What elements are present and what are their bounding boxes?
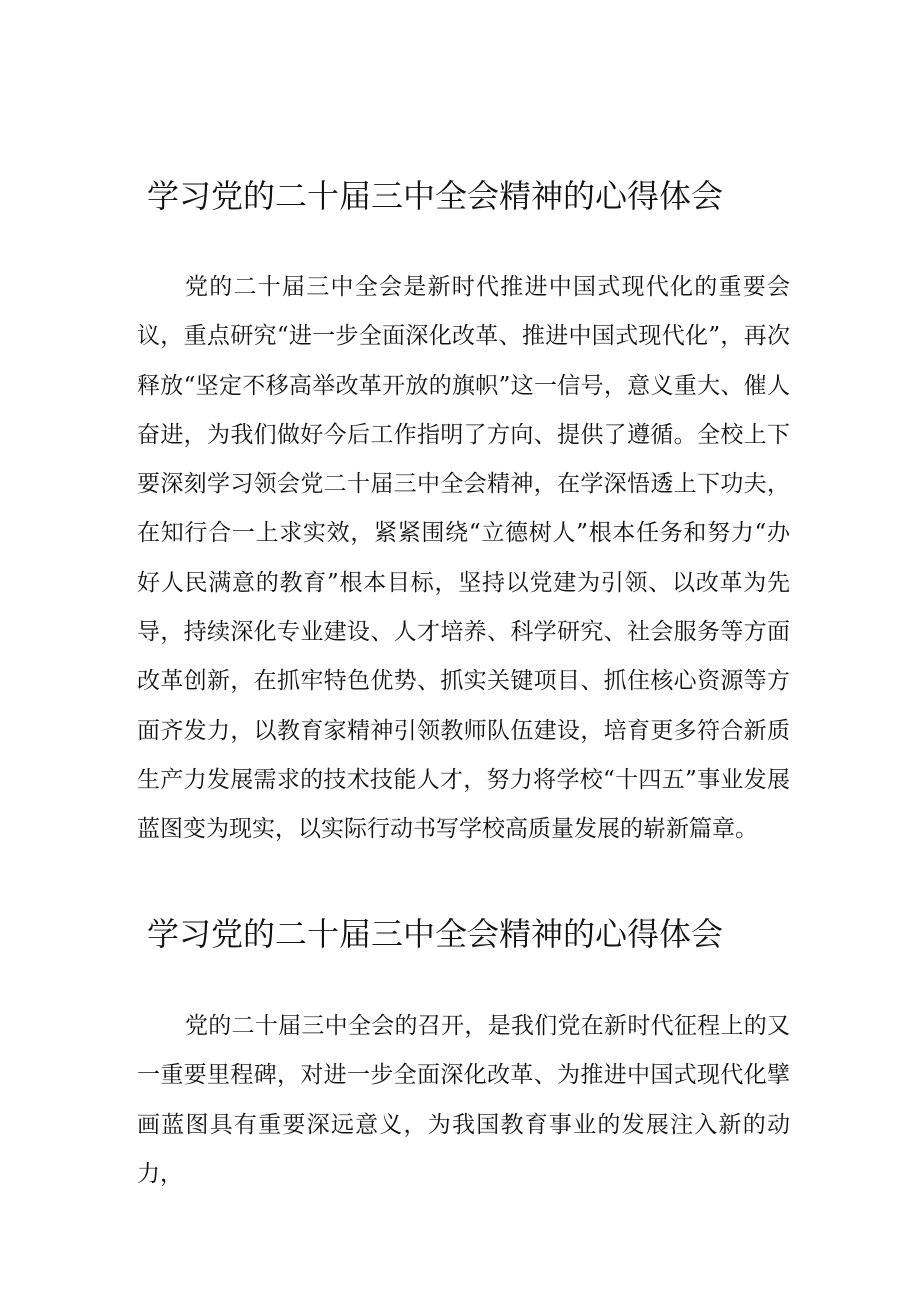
section-title: 学习党的二十届三中全会精神的心得体会 (147, 177, 724, 215)
section-title: 学习党的二十届三中全会精神的心得体会 (147, 915, 724, 953)
section-paragraph: 党的二十届三中全会的召开，是我们党在新时代征程上的又一重要里程碑，对进一步全面深化改革、为推进中国式现代化擘画蓝图具有重要深远意义，为我国教育事业的发展注入新的动力， (137, 1013, 790, 1187)
section-paragraph: 党的二十届三中全会是新时代推进中国式现代化的重要会议，重点研究“进一步全面深化改革、推进中国式现代化”，再次释放“坚定不移高举改革开放的旗帜”这一信号，意义重大、催人奋进，为我们做好今后工作指明了方向、提供了遵循。全校上下要深刻学习领会党二十届三中全会精神，在学深悟透上下功夫，在知行合一上求实效，紧紧围绕“立德树人”根本任务和努力“办好人民满意的教育”根本目标，坚持以党建为引领、以改革为先导，持续深化专业建设、人才培养、科学研究、社会服务等方面改革创新，在抓牢特色优势、抓实关键项目、抓住核心资源等方面齐发力，以教育家精神引领教师队伍建设，培育更多符合新质生产力发展需求的技术技能人才，努力将学校“十四五”事业发展蓝图变为现实，以实际行动书写学校高质量发展的崭新篇章。 (137, 274, 790, 843)
